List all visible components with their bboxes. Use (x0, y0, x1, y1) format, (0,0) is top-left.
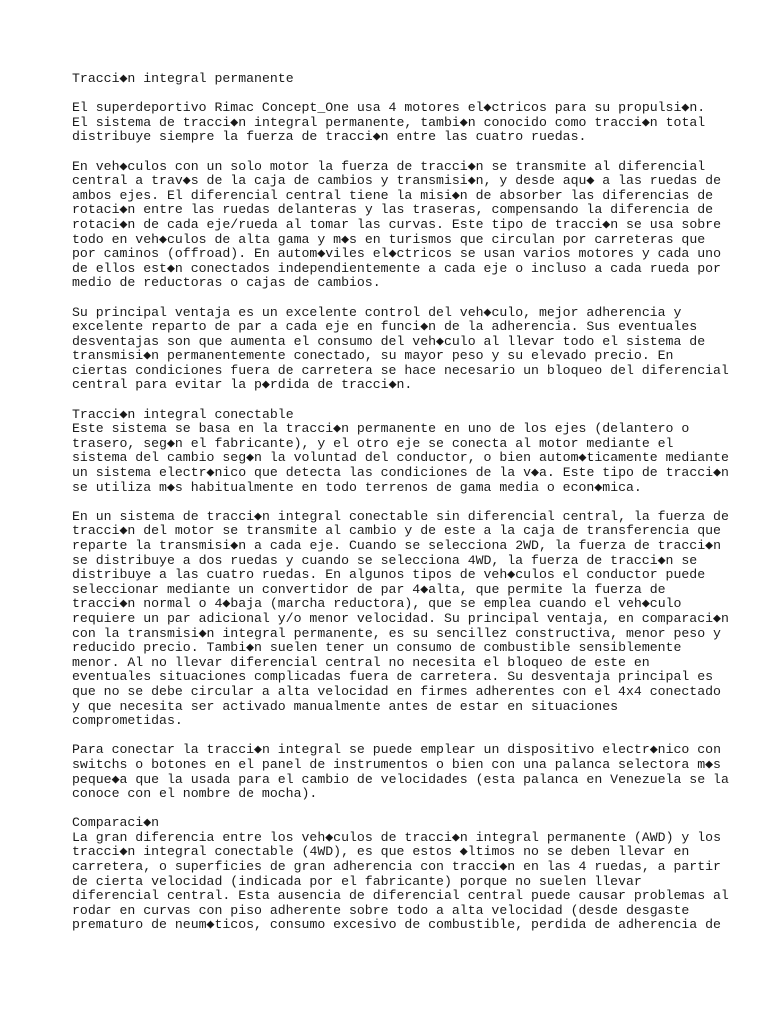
text-line: En veh◆culos con un solo motor la fuerza de tracci◆n se transmite al diferencial (72, 158, 706, 174)
text-line: Su principal ventaja es un excelente control del veh◆culo, mejor adherencia y (72, 304, 682, 320)
text-line: prematuro de neum◆ticos, consumo excesivo de combustible, perdida de adherencia de (72, 917, 721, 933)
text-line: rodar en curvas con piso adherente sobre todo a alta velocidad (desde desgaste (72, 902, 690, 918)
paragraph (72, 304, 729, 394)
text-line: menor. Al no llevar diferencial central no necesita el bloqueo de este en (72, 654, 650, 670)
text-line: Comparaci◆n (72, 815, 160, 831)
text-line: reducido precio. Tambi◆n suelen tener un consumo de combustible sensiblemente (72, 640, 682, 656)
text-line: transmisi◆n permanentemente conectado, su mayor peso y su elevado precio. En (72, 348, 674, 364)
paragraph (72, 72, 712, 87)
text-line: que no se debe circular a alta velocidad en firmes adherentes con el 4x4 conectado (72, 683, 721, 699)
text-line: un sistema electr◆nico que detecta las condiciones de la v◆a. Este tipo de tracci◆n (72, 465, 729, 481)
paragraph (72, 101, 712, 145)
text-line: de cierta velocidad (indicada por el fabricante) porque no suelen llevar (72, 873, 642, 889)
text-line: carretera, o superficies de gran adherencia con tracci◆n en las 4 ruedas, a partir (72, 859, 721, 875)
text-line: peque◆a que la usada para el cambio de velocidades (esta palanca en Venezuela se la (72, 771, 729, 787)
text-line: todo en veh◆culos de alta gama y m◆s en turismos que circulan por carreteras que (72, 231, 706, 247)
text-line: El sistema de tracci◆n integral permanente, tambi◆n conocido como tracci◆n total (72, 114, 706, 130)
text-line: ciertas condiciones fuera de carretera se hace necesario un bloqueo del diferencial (72, 362, 729, 378)
text-line: desventajas son que aumenta el consumo del veh◆culo al llevar todo el sistema de (72, 333, 706, 349)
text-line: distribuye a las cuatro ruedas. En algunos tipos de veh◆culos el conductor puede (72, 567, 706, 583)
text-line: Tracci◆n integral conectable (72, 406, 294, 422)
text-line: conoce con el nombre de mocha). (72, 786, 318, 802)
text-line: de ellos est◆n conectados independientemente a cada eje o incluso a cada rueda por (72, 260, 721, 276)
text-line: ambos ejes. El diferencial central tiene la misi◆n de absorber las diferencias de (72, 187, 714, 203)
text-line: La gran diferencia entre los veh◆culos de tracci◆n integral permanente (AWD) y los (72, 829, 721, 845)
text-line: excelente reparto de par a cada eje en funci◆n de la adherencia. Sus eventuales (72, 319, 698, 335)
text-line: tracci◆n del motor se transmite al cambio y de este a la caja de transferencia que (72, 523, 721, 539)
text-line: tracci◆n normal o 4◆baja (marcha reductora), que se emplea cuando el veh◆culo (72, 596, 682, 612)
text-line: tracci◆n integral conectable (4WD), es que estos ◆ltimos no se deben llevar en (72, 844, 690, 860)
paragraph (72, 742, 729, 802)
text-line: rotaci◆n de cada eje/rueda al tomar las curvas. Este tipo de tracci◆n se usa sobre (72, 216, 721, 232)
text-line: El superdeportivo Rimac Concept_One usa 4 motores el◆ctricos para su propulsi◆n. (72, 100, 706, 116)
text-line: reparte la transmisi◆n a cada eje. Cuando se selecciona 2WD, la fuerza de tracci◆n (72, 538, 721, 553)
document-page (72, 71, 729, 948)
text-line: medio de reductoras o cajas de cambios. (72, 275, 381, 291)
text-line: distribuye siempre la fuerza de tracci◆n entre las cuatro ruedas. (72, 129, 587, 145)
text-line: requiere un par adicional y/o menor velocidad. Su principal ventaja, en comparaci◆n (72, 610, 729, 626)
text-line: se utiliza m◆s habitualmente en todo terrenos de gama media o econ◆mica. (72, 479, 642, 495)
paragraph (72, 406, 729, 496)
text-line: seleccionar mediante un convertidor de par 4◆alta, que permite la fuerza de (72, 581, 666, 597)
text-line: Para conectar la tracci◆n integral se puede emplear un dispositivo electr◆nico con (72, 742, 721, 758)
text-line: comprometidas. (72, 713, 183, 729)
paragraph (72, 158, 722, 291)
text-line: central para evitar la p◆rdida de tracci◆n. (72, 377, 413, 393)
text-line: con la transmisi◆n integral permanente, es su sencillez constructiva, menor peso y (72, 625, 721, 641)
text-line: En un sistema de tracci◆n integral conectable sin diferencial central, la fuerza de (72, 508, 729, 524)
text-line: eventuales situaciones complicadas fuera de carretera. Su desventaja principal es (72, 669, 714, 685)
text-line: trasero, seg◆n el fabricante), y el otro eje se conecta al motor mediante el (72, 435, 674, 451)
text-line: diferencial central. Esta ausencia de diferencial central puede causar problemas al (72, 888, 729, 904)
text-line: y que necesita ser activado manualmente antes de estar en situaciones (72, 698, 619, 714)
text-line: se distribuye a dos ruedas y cuando se selecciona 4WD, la fuerza de tracci◆n se (72, 552, 698, 568)
text-line: Tracci◆n integral permanente (72, 71, 294, 86)
paragraph (72, 815, 729, 933)
text-line: central a trav◆s de la caja de cambios y transmisi◆n, y desde aqu◆ a las ruedas de (72, 173, 722, 189)
paragraph (72, 508, 729, 729)
text-line: por caminos (offroad). En autom◆viles el◆ctricos se usan varios motores y cada uno (72, 246, 721, 262)
text-line: switchs o botones en el panel de instrumentos o bien con una palanca selectora m◆s (72, 756, 721, 772)
text-line: Este sistema se basa en la tracci◆n permanente en uno de los ejes (delantero o (72, 421, 690, 437)
text-line: rotaci◆n entre las ruedas delanteras y las traseras, compensando la diferencia de (72, 202, 714, 218)
text-line: sistema del cambio seg◆n la voluntad del conductor, o bien autom◆ticamente mediante (72, 450, 729, 466)
